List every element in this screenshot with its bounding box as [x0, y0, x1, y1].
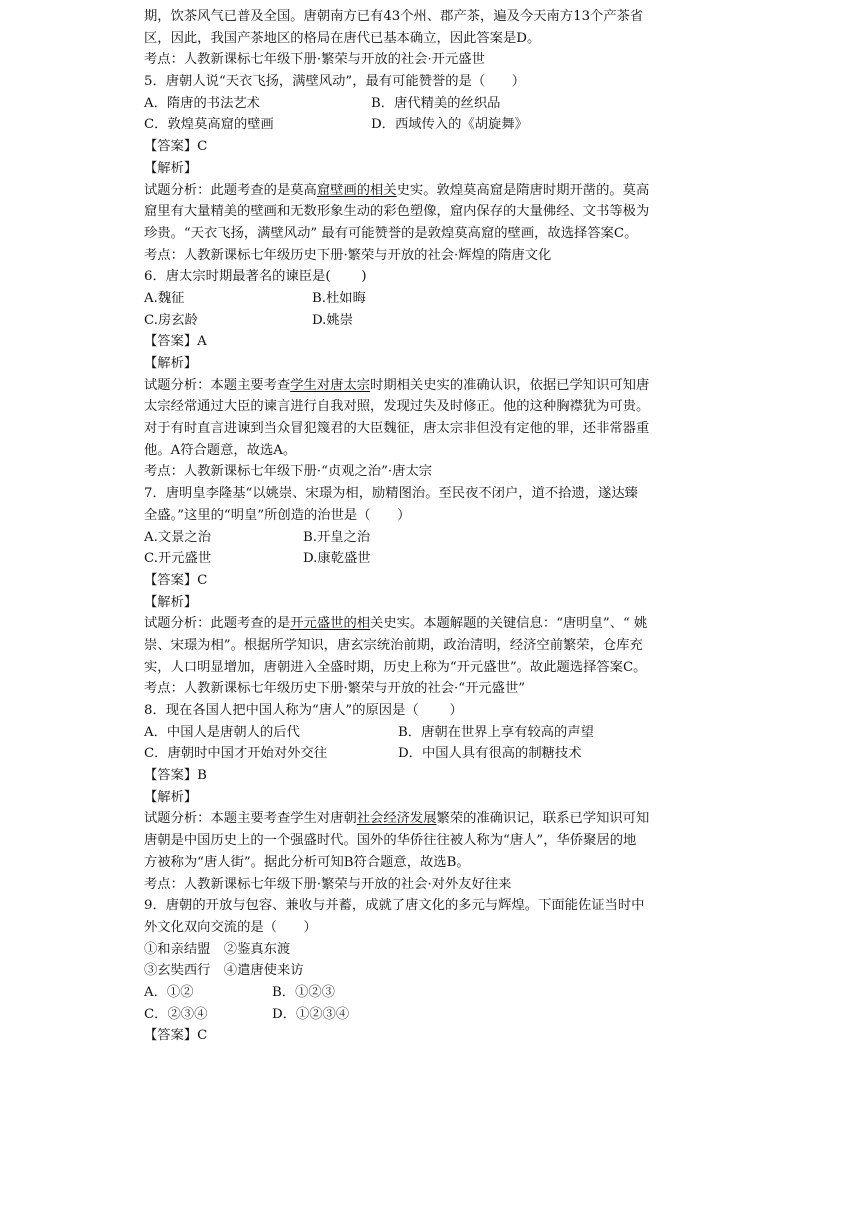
question-7-options-row [144, 548, 720, 570]
exam-point: 考点：人教新课标七年级下册·繁荣与开放的社会·对外友好往来 [144, 876, 512, 892]
question-6-stem: 6．唐太宗时期最著名的谏臣是( ) [144, 269, 367, 285]
option-a: A.文景之治 [144, 529, 212, 545]
option-a: A．中国人是唐朝人的后代 [144, 724, 300, 740]
question-9-stem: 外文化双向交流的是（ ） [144, 919, 317, 935]
analysis-line: 唐朝是中国历史上的一个强盛时代。国外的华侨往往被人称为“唐人”，华侨聚居的地 [144, 833, 637, 849]
option-c: C．②③④ [144, 1006, 208, 1022]
option-d: D.康乾盛世 [303, 551, 371, 567]
option-a: A．隋唐的书法艺术 [144, 95, 260, 111]
question-9-stem: 9．唐朝的开放与包容、兼收与并蓄，成就了唐文化的多元与辉煌。下面能佐证当时中 [144, 898, 645, 914]
option-a: A．①② [144, 984, 194, 1000]
analysis-line [144, 808, 720, 830]
question-5-options-row [144, 93, 720, 115]
analysis-text: 试题分析：本题主要考查 [144, 377, 291, 393]
option-b: B．唐朝在世界上享有较高的声望 [398, 724, 594, 740]
question-8-options-row [144, 722, 720, 744]
analysis-line: 太宗经常通过大臣的谏言进行自我对照，发现过失及时修正。他的这种胸襟犹为可贵。 [144, 399, 650, 415]
option-b: B．①②③ [272, 984, 335, 1000]
analysis-line: 崇、宋璟为相”。根据所学知识，唐玄宗统治前期，政治清明，经济空前繁荣，仓库充 [144, 637, 643, 653]
analysis-line [144, 375, 720, 397]
exam-point: 考点：人教新课标七年级历史下册·繁荣与开放的社会·“开元盛世” [144, 681, 526, 697]
analysis-label: 【解析】 [144, 789, 198, 805]
question-9-options-row [144, 1004, 720, 1026]
analysis-line [144, 613, 720, 635]
exam-point: 考点：人教新课标七年级下册·繁荣与开放的社会·开元盛世 [144, 52, 485, 68]
question-7-stem: 7．唐明皇李隆基“以姚崇、宋璟为相，励精图治。至民夜不闭户，道不拾遗，遂达臻 [144, 486, 638, 502]
paragraph-line: 区，因此，我国产茶地区的格局在唐代已基本确立，因此答案是D。 [144, 30, 541, 46]
question-7-stem: 全盛。”这里的“明皇”所创造的治世是（ ） [144, 507, 411, 523]
document-page [144, 6, 720, 1047]
question-7-options-row [144, 527, 720, 549]
option-d: D．西域传入的《胡旋舞》 [371, 117, 528, 133]
paragraph-line: 期，饮茶风气已普及全国。唐朝南方已有43个州、郡产茶，遍及今天南方13个产茶省 [144, 9, 644, 24]
analysis-label: 【解析】 [144, 160, 198, 176]
option-c: C.开元盛世 [144, 551, 212, 567]
question-8-stem: 8．现在各国人把中国人称为“唐人”的原因是（ ） [144, 703, 463, 718]
analysis-line: 他。A符合题意，故选A。 [144, 442, 297, 458]
answer-label: 【答案】C [144, 572, 208, 588]
question-6-options-row [144, 310, 720, 332]
option-d: D．①②③④ [272, 1006, 350, 1022]
question-9-options-row [144, 982, 720, 1004]
exam-point: 考点：人教新课标七年级历史下册·繁荣与开放的社会·辉煌的隋唐文化 [144, 247, 552, 263]
question-6-options-row [144, 288, 720, 310]
analysis-line [144, 180, 720, 202]
analysis-line: 窟里有大量精美的壁画和无数形象生动的彩色塑像，窟内保存的大量佛经、文书等极为 [144, 204, 650, 220]
analysis-line: 实，人口明显增加，唐朝进入全盛时期，历史上称为“开元盛世”。故此题选择答案C。 [144, 659, 647, 675]
analysis-line: 方被称为“唐人街”。据此分析可知B符合题意，故选B。 [144, 854, 470, 870]
exam-point: 考点：人教新课标七年级下册·“贞观之治”·唐太宗 [144, 464, 432, 480]
question-5-options-row [144, 114, 720, 136]
question-9-items: ①和亲结盟 ②鉴真东渡 [144, 941, 291, 957]
analysis-label: 【解析】 [144, 594, 198, 610]
answer-label: 【答案】A [144, 334, 207, 350]
option-b: B.开皇之治 [303, 529, 371, 545]
analysis-text: 史实。敦煌莫高窟是隋唐时期开凿的。莫高 [396, 182, 650, 198]
option-c: C．唐朝时中国才开始对外交往 [144, 746, 328, 762]
analysis-text: 试题分析：本题主要考查学生对唐朝 [144, 811, 357, 827]
analysis-text: 时期相关史实的准确认识，依据已学知识可知唐 [370, 377, 650, 393]
underlined-link-text: 开元盛世的相 [290, 616, 371, 632]
option-b: B．唐代精美的丝织品 [371, 95, 501, 111]
analysis-line: 对于有时直言进谏到当众冒犯篾君的大臣魏征，唐太宗非但没有定他的罪，还非常器重 [144, 421, 650, 437]
option-c: C．敦煌莫高窟的壁画 [144, 117, 274, 133]
underlined-link-text: 学生对唐太宗 [290, 377, 371, 393]
analysis-label: 【解析】 [144, 356, 198, 371]
answer-label: 【答案】C [144, 1028, 208, 1044]
option-c: C.房玄龄 [144, 312, 198, 328]
option-a: A.魏征 [144, 290, 185, 306]
option-b: B.杜如晦 [312, 290, 366, 306]
analysis-text: 繁荣的准确识记，联系已学知识可知 [436, 811, 650, 827]
answer-label: 【答案】C [144, 139, 208, 155]
option-d: D.姚崇 [312, 312, 354, 328]
question-9-items: ③玄奘西行 ④遣唐使来访 [144, 963, 304, 979]
analysis-text: 试题分析：此题考查的是 [144, 616, 291, 632]
underlined-link-text: 窟壁画的相关 [316, 182, 397, 198]
analysis-text: 关史实。本题解题的关键信息：“唐明皇”、“ 姚 [370, 616, 648, 632]
question-8-options-row [144, 743, 720, 765]
underlined-link-text: 社会经济发展 [356, 811, 437, 827]
analysis-line: 珍贵。“天衣飞扬，满壁风动” 最有可能赞誉的是敦煌莫高窟的壁画，故选择答案C。 [144, 225, 638, 241]
analysis-text: 试题分析：此题考查的是莫高 [144, 182, 317, 198]
answer-label: 【答案】B [144, 768, 207, 784]
question-5-stem: 5．唐朝人说“天衣飞扬，满壁风动”，最有可能赞誉的是（ ） [144, 74, 526, 90]
option-d: D．中国人具有很高的制糖技术 [398, 746, 582, 762]
